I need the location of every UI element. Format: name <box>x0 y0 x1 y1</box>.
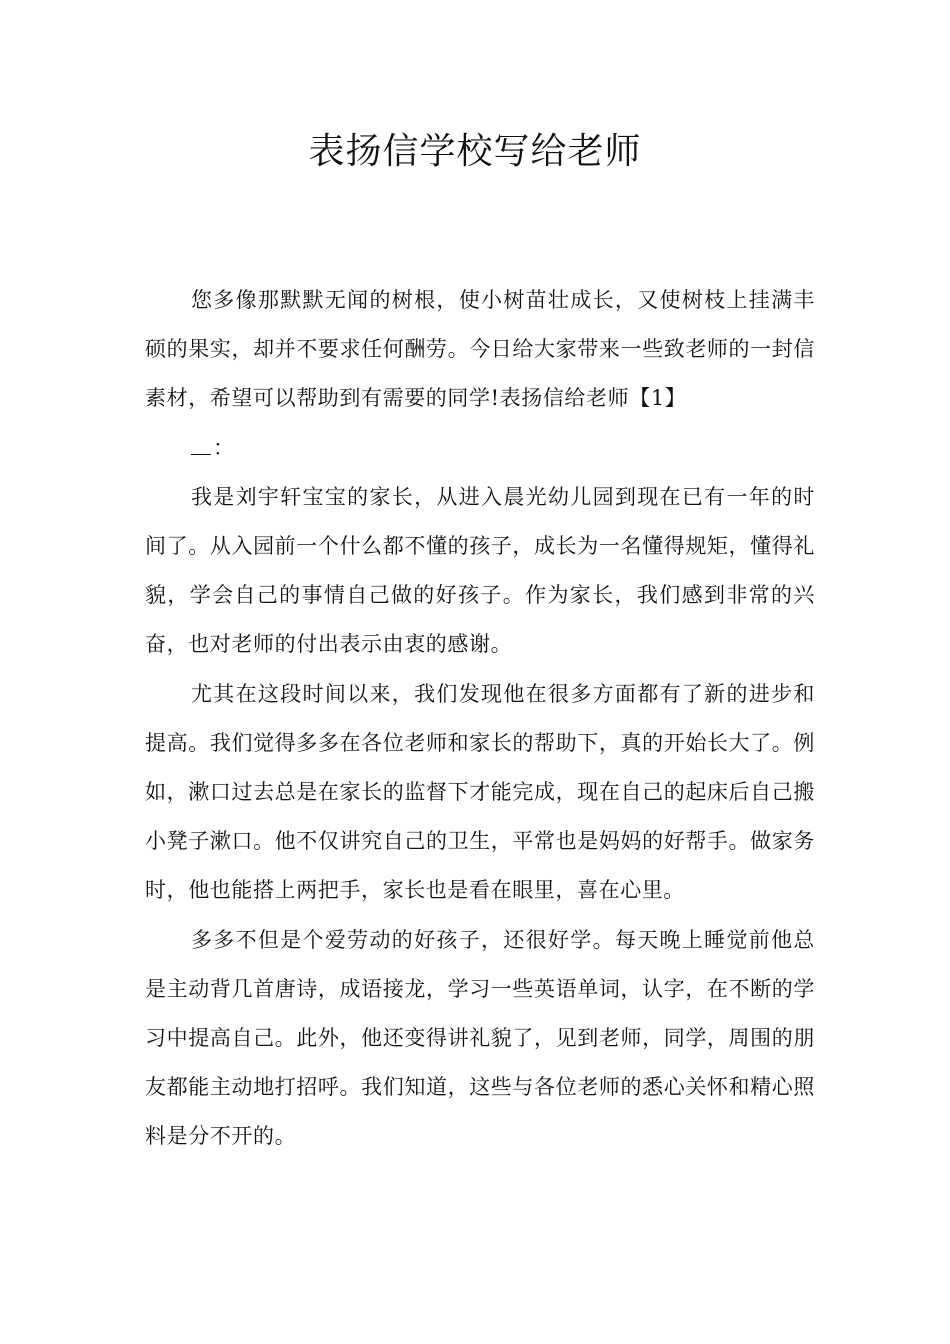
body-paragraph-1: 我是刘宇轩宝宝的家长，从进入晨光幼儿园到现在已有一年的时间了。从入园前一个什么都不懂的孩子，成长为一名懂得规矩，懂得礼貌，学会自己的事情自己做的好孩子。作为家长，我们感到非常的兴奋，也对老师的付出表示由衷的感谢。 <box>145 484 815 657</box>
document-title: 表扬信学校写给老师 <box>308 131 642 172</box>
document-body <box>145 276 815 1162</box>
salutation-line <box>145 424 815 473</box>
body-paragraph-3: 多多不但是个爱劳动的好孩子，还很好学。每天晚上睡觉前他总是主动背几首唐诗，成语接龙，学习一些英语单词，认字，在不断的学习中提高自己。此外，他还变得讲礼貌了，见到老师，同学，周围的朋友都能主动地打招呼。我们知道，这些与各位老师的悉心关怀和精心照料是分不开的。 <box>145 927 815 1149</box>
blank-underline <box>191 440 211 455</box>
body-paragraph-2: 尤其在这段时间以来，我们发现他在很多方面都有了新的进步和提高。我们觉得多多在各位老师和家长的帮助下，真的开始长大了。例如，漱口过去总是在家长的监督下才能完成，现在自己的起床后自己搬小凳子漱口。他不仅讲究自己的卫生，平常也是妈妈的好帮手。做家务时，他也能搭上两把手，家长也是看在眼里，喜在心里。 <box>145 681 815 903</box>
salutation-colon: ： <box>213 435 235 460</box>
intro-paragraph: 您多像那默默无闻的树根，使小树苗壮成长，又使树枝上挂满丰硕的果实，却并不要求任何酬劳。今日给大家带来一些致老师的一封信素材，希望可以帮助到有需要的同学!表扬信给老师【1】 <box>145 288 815 411</box>
